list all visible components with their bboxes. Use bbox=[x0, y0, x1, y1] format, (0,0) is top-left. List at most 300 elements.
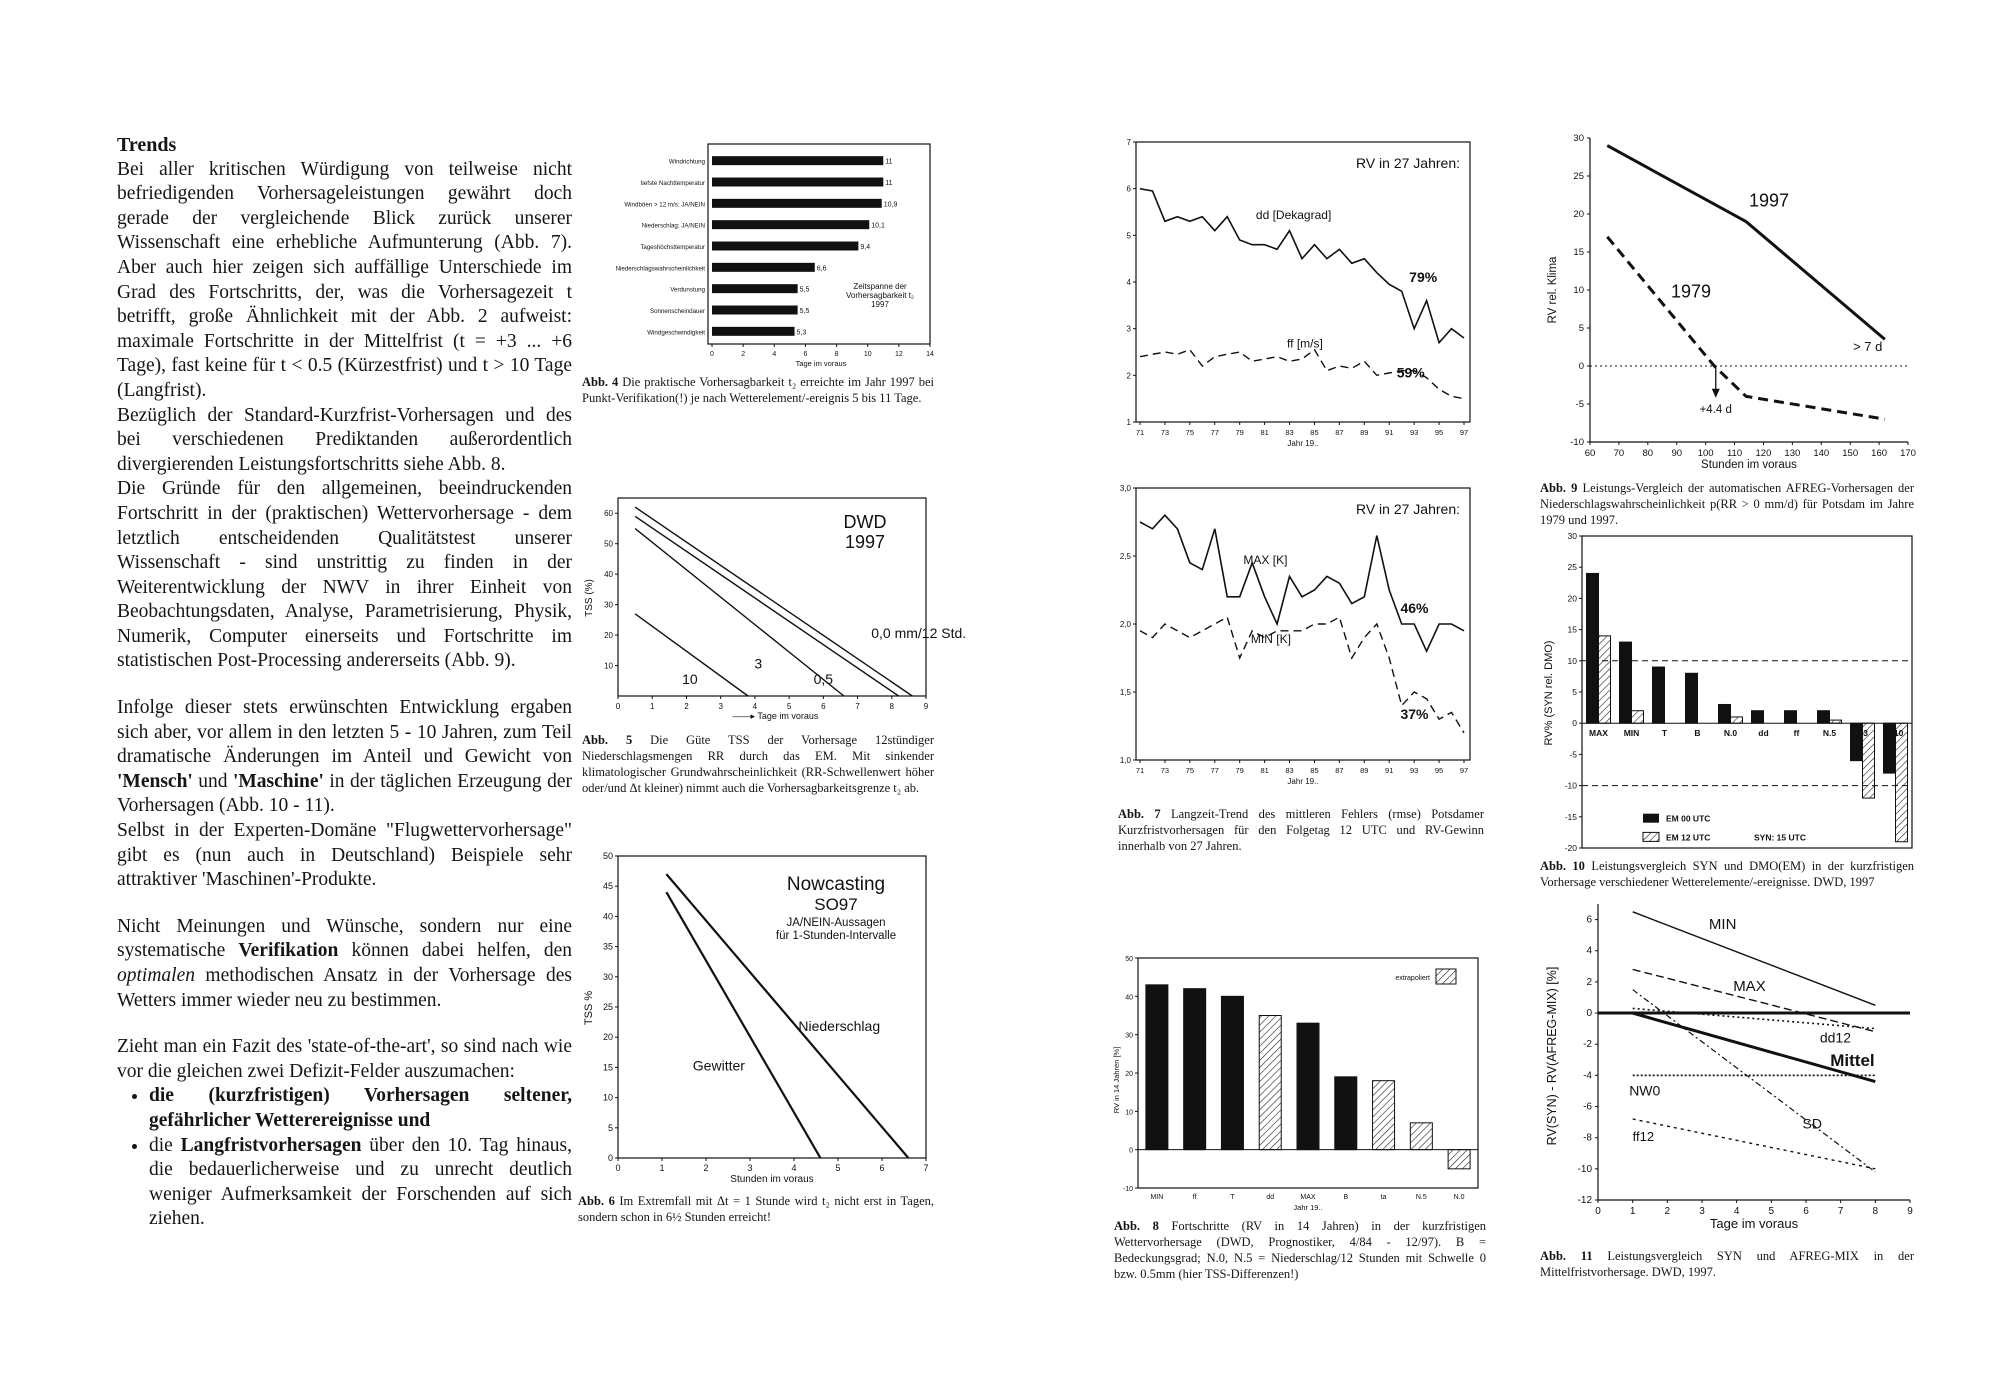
x-tick-label: 1 bbox=[1629, 1206, 1636, 1217]
text-run: die bbox=[149, 1134, 181, 1156]
x-tick-label: 0 bbox=[615, 702, 621, 711]
x-tick-label: 87 bbox=[1335, 428, 1344, 437]
chart-title: für 1-Stunden-Intervalle bbox=[775, 930, 897, 942]
bullet-item: • die (kurzfristigen) Vorhersagen seltener, gefährlicher Wetterereignisse und bbox=[149, 1084, 572, 1133]
y-tick-label: -20 bbox=[1564, 843, 1577, 853]
x-tick-label: 79 bbox=[1235, 766, 1244, 775]
chart-abb5 bbox=[578, 488, 967, 728]
x-tick-label: 8 bbox=[1872, 1206, 1879, 1217]
y-axis-label: RV% (SYN rel. DMO) bbox=[1543, 640, 1555, 746]
section-heading: Trends bbox=[117, 134, 177, 156]
y-tick-label: -4 bbox=[1583, 1070, 1592, 1082]
x-tick-label: 14 bbox=[926, 351, 934, 358]
text-italic: optimalen bbox=[117, 965, 195, 986]
y-tick-label: 4 bbox=[1586, 945, 1592, 957]
y-tick-label: 25 bbox=[602, 1002, 613, 1012]
y-tick-label: -10 bbox=[1122, 1186, 1133, 1193]
series-line bbox=[635, 529, 844, 697]
annotation: Zeitspanne der bbox=[853, 282, 907, 291]
chart-abb5-svg bbox=[578, 488, 967, 728]
y-tick-label: 0 bbox=[1572, 718, 1577, 729]
x-tick-label: 71 bbox=[1135, 428, 1145, 437]
x-tick-label: 7 bbox=[923, 1163, 929, 1173]
x-tick-label: 77 bbox=[1210, 428, 1219, 437]
x-tick-label: 83 bbox=[1285, 766, 1294, 775]
x-tick-label: 79 bbox=[1235, 428, 1244, 437]
x-tick-label: 3 bbox=[1699, 1206, 1705, 1217]
text-bold: 'Mensch' bbox=[117, 770, 193, 792]
y-tick-label: 0 bbox=[607, 1153, 613, 1163]
x-tick-label: 83 bbox=[1285, 428, 1294, 437]
x-tick-label: 73 bbox=[1160, 428, 1170, 437]
y-tick-label: 15 bbox=[1567, 624, 1577, 635]
x-tick-label: N10 bbox=[1887, 728, 1904, 739]
x-tick-label: 7 bbox=[1837, 1206, 1844, 1217]
bar bbox=[1632, 711, 1644, 723]
y-tick-label: 5 bbox=[1572, 687, 1577, 697]
bar-value-label: 11 bbox=[885, 158, 893, 166]
y-tick-label: -10 bbox=[1564, 780, 1577, 791]
chart-abb6-svg bbox=[578, 848, 936, 1186]
y-tick-label: -12 bbox=[1577, 1195, 1592, 1206]
x-tick-label: 1 bbox=[649, 702, 655, 711]
series-label: Mittel bbox=[1830, 1051, 1875, 1071]
x-tick-label: MAX bbox=[1300, 1194, 1316, 1201]
y-tick-label: 1,0 bbox=[1119, 756, 1131, 765]
x-tick-label: 12 bbox=[894, 351, 903, 358]
bar-category-label: Windrichtung bbox=[668, 158, 705, 166]
x-tick-label: 2 bbox=[703, 1163, 709, 1173]
series-percent: 59% bbox=[1396, 364, 1425, 381]
y-tick-label: -6 bbox=[1583, 1101, 1592, 1113]
main-text-column bbox=[117, 133, 572, 1232]
y-tick-label: 2,0 bbox=[1119, 620, 1131, 629]
x-tick-label: 80 bbox=[1642, 448, 1654, 459]
x-tick-label: N.5 bbox=[1415, 1194, 1427, 1201]
x-tick-label: dd bbox=[1266, 1194, 1275, 1201]
x-tick-label: ff bbox=[1793, 728, 1800, 739]
x-tick-label: 6 bbox=[803, 351, 808, 358]
caption-text: Leistungs-Vergleich der automatischen AFREG-Vorhersagen der Niederschlagswahrscheinlichkeit p(RR > 0 mm/d) für Potsdam im Jahre 1979 und 1997. bbox=[1540, 481, 1915, 527]
series-label: Niederschlag bbox=[798, 1018, 881, 1035]
x-tick-label: 85 bbox=[1310, 428, 1319, 437]
x-tick-label: MIN bbox=[1150, 1194, 1164, 1201]
caption-text: Leistungsvergleich SYN und DMO(EM) in der kurzfristigen Vorhersage verschiedener Wetterelemente/-ereignisse. DWD, 1997 bbox=[1540, 859, 1914, 889]
caption-label: Abb. 6 bbox=[578, 1194, 615, 1208]
x-tick-label: 93 bbox=[1409, 428, 1419, 437]
caption-text: Die praktische Vorhersagbarkeit t₂ erreichte im Jahr 1997 bei Punkt-Verifikation(!) je nach Wetterelement/-ereignis 5 bis 11 Tage. bbox=[582, 375, 935, 405]
y-tick-label: -2 bbox=[1583, 1039, 1592, 1051]
x-tick-label: 4 bbox=[1733, 1206, 1740, 1217]
x-tick-label: 60 bbox=[1584, 448, 1596, 459]
x-tick-label: MIN bbox=[1623, 728, 1640, 739]
caption-text: Langzeit-Trend des mittleren Fehlers (rmse) Potsdamer Kurzfristvorhersagen für den Folgetag 12 UTC und RV-Gewinn innerhalb von 27 Jahren. bbox=[1118, 807, 1484, 853]
x-tick-label: 91 bbox=[1385, 428, 1394, 437]
series-line bbox=[1633, 1008, 1876, 1028]
series-percent: 79% bbox=[1409, 269, 1438, 285]
y-tick-label: 50 bbox=[604, 539, 613, 549]
series-line bbox=[1607, 146, 1885, 340]
bar-category-label: Verdunstung bbox=[670, 286, 705, 294]
y-tick-label: -15 bbox=[1564, 811, 1577, 822]
y-tick-label: 0 bbox=[1129, 1147, 1133, 1155]
series-label: MAX bbox=[1733, 978, 1766, 996]
bar-category-label: Sonnenscheindauer bbox=[649, 308, 705, 315]
caption-text: Leistungsvergleich SYN und AFREG-MIX in der Mittelfristvorhersage. DWD, 1997. bbox=[1540, 1249, 1914, 1279]
x-tick-label: ff bbox=[1192, 1194, 1197, 1201]
y-tick-label: 20 bbox=[604, 631, 613, 641]
x-tick-label: 6 bbox=[821, 702, 826, 711]
series-percent: 37% bbox=[1400, 706, 1429, 723]
series-label: 0,0 mm/12 Std. bbox=[871, 625, 967, 642]
x-tick-label: 71 bbox=[1135, 766, 1145, 775]
y-axis-label: RV in 14 Jahren [%] bbox=[1112, 1046, 1121, 1114]
y-tick-label: 20 bbox=[1573, 209, 1584, 220]
chart-title: RV in 27 Jahren: bbox=[1355, 155, 1460, 171]
x-tick-label: 130 bbox=[1784, 448, 1801, 459]
y-tick-label: 5 bbox=[607, 1122, 613, 1133]
legend-swatch bbox=[1643, 832, 1659, 841]
y-tick-label: 10 bbox=[1125, 1109, 1133, 1117]
x-axis-label: Tage im voraus bbox=[1709, 1216, 1799, 1231]
x-tick-label: 8 bbox=[834, 351, 839, 358]
caption-abb4 bbox=[582, 374, 934, 406]
chart-title: SO97 bbox=[814, 895, 858, 914]
x-tick-label: N.5 bbox=[1822, 728, 1837, 739]
bar bbox=[1221, 996, 1243, 1149]
text-bold: Verifikation bbox=[238, 940, 339, 962]
x-tick-label: 81 bbox=[1260, 766, 1269, 775]
bar bbox=[1686, 673, 1698, 723]
bar-category-label: Niederschlagswahrscheinlichkeit bbox=[615, 265, 705, 273]
chart-title: Nowcasting bbox=[786, 874, 886, 895]
x-tick-label: 97 bbox=[1459, 766, 1469, 775]
y-tick-label: -10 bbox=[1577, 1163, 1592, 1175]
x-tick-label: 93 bbox=[1409, 766, 1419, 775]
y-tick-label: 0 bbox=[1586, 1008, 1592, 1020]
chart-abb7-bottom-svg bbox=[1108, 480, 1488, 798]
x-axis-label: Jahr 19.. bbox=[1293, 1203, 1323, 1212]
caption-abb5 bbox=[582, 732, 934, 796]
y-tick-label: -8 bbox=[1583, 1132, 1592, 1144]
y-tick-label: 20 bbox=[602, 1032, 613, 1043]
y-tick-label: -5 bbox=[1569, 749, 1577, 760]
chart-abb9-svg bbox=[1538, 130, 1918, 475]
series-label: 1979 bbox=[1670, 281, 1711, 302]
y-tick-label: 25 bbox=[1573, 171, 1584, 182]
series-label: dd [Dekagrad] bbox=[1255, 208, 1332, 222]
bar-value-label: 10,9 bbox=[883, 201, 898, 209]
y-tick-label: 30 bbox=[1567, 531, 1577, 541]
x-tick-label: 95 bbox=[1434, 766, 1444, 775]
x-axis-label: ——▸ Tage im voraus bbox=[732, 711, 819, 721]
y-tick-label: 15 bbox=[1573, 247, 1584, 258]
bar bbox=[1719, 704, 1731, 723]
bar bbox=[712, 199, 882, 208]
series-label: MIN bbox=[1708, 915, 1737, 933]
paragraph bbox=[117, 915, 572, 1013]
y-tick-label: 5 bbox=[1126, 231, 1131, 241]
x-axis-label: Stunden im voraus bbox=[730, 1174, 814, 1185]
bar bbox=[1259, 1016, 1281, 1150]
bar bbox=[1146, 985, 1168, 1150]
series-line bbox=[1607, 237, 1885, 419]
y-tick-label: 20 bbox=[1125, 1071, 1133, 1078]
x-tick-label: 7 bbox=[855, 702, 860, 711]
bar bbox=[1335, 1077, 1357, 1150]
caption-text: Fortschritte (RV in 14 Jahren) in der kurzfristigen Wettervorhersage (DWD, Prognostiker, 4/84 - 12/97). B = Bedeckungsgrad; N.0, N.5 = Niederschlag/12 Stunden mit Schwelle 0 bzw. 0.5mm (hier TSS-Differenzen!) bbox=[1114, 1219, 1486, 1281]
bar-category-label: Tageshöchsttemperatur bbox=[640, 244, 705, 251]
x-axis-label: Jahr 19.. bbox=[1287, 777, 1319, 786]
y-tick-label: 3 bbox=[1126, 324, 1131, 334]
x-tick-label: 1 bbox=[659, 1163, 665, 1173]
x-tick-label: 2 bbox=[684, 702, 689, 711]
text-bold: Langfristvorhersagen bbox=[180, 1134, 362, 1156]
y-tick-label: 30 bbox=[602, 971, 613, 982]
x-tick-label: 5 bbox=[835, 1163, 841, 1173]
x-tick-label: MAX bbox=[1589, 728, 1608, 739]
x-tick-label: 0 bbox=[1595, 1206, 1601, 1217]
annotation: +4.4 d bbox=[1699, 404, 1732, 417]
bar bbox=[712, 327, 795, 336]
chart-abb9 bbox=[1538, 130, 1918, 475]
series-line bbox=[1140, 515, 1464, 651]
bar bbox=[1448, 1150, 1470, 1169]
y-tick-label: -5 bbox=[1575, 399, 1584, 410]
paragraph: Selbst in der Experten-Domäne "Flugwettervorhersage" gibt es (nun auch in Deutschland) Beispiele sehr attraktiver 'Maschinen'-Produkte. bbox=[117, 820, 572, 891]
legend-swatch bbox=[1643, 814, 1659, 823]
caption-text: Die Güte TSS der Vorhersage 12stündiger Niederschlagsmengen RR durch das EM. Mit sinkender klimatologischer Grundwahrscheinlichkeit (RR-Schwellenwert höher oder/und Δt kleiner) nimmt auch die Vorhersagbarkeitsgrenze t₂ ab. bbox=[582, 733, 935, 795]
x-tick-label: B bbox=[1343, 1194, 1349, 1201]
text-run: über den 10. Tag hinaus, die bedauerlicherweise und zu unrecht deutlich weniger Aufmerksamkeit der Forschenden auf sich ziehen. bbox=[149, 1134, 572, 1230]
series-label: Gewitter bbox=[692, 1057, 745, 1074]
bar bbox=[1752, 711, 1764, 723]
y-axis-label: TSS % bbox=[583, 990, 595, 1026]
y-tick-label: 0 bbox=[1578, 361, 1584, 372]
y-tick-label: 45 bbox=[602, 881, 613, 892]
bullet-item bbox=[149, 1134, 572, 1232]
y-tick-label: 10 bbox=[604, 661, 613, 671]
bar bbox=[1599, 636, 1611, 723]
bar bbox=[712, 284, 798, 293]
x-tick-label: B bbox=[1694, 728, 1701, 739]
caption-label: Abb. 11 bbox=[1540, 1249, 1593, 1263]
x-tick-label: N.0 bbox=[1723, 728, 1738, 739]
bar bbox=[1830, 720, 1842, 723]
series-percent: 46% bbox=[1400, 600, 1429, 617]
caption-label: Abb. 10 bbox=[1540, 859, 1585, 873]
y-tick-label: 40 bbox=[602, 911, 613, 922]
bar-category-label: Windgeschwindigkeit bbox=[647, 329, 705, 337]
x-tick-label: ta bbox=[1380, 1194, 1387, 1201]
y-axis-label: RV(SYN) - RV(AFREG-MIX) [%] bbox=[1545, 966, 1559, 1146]
bar bbox=[712, 242, 858, 251]
legend-swatch bbox=[1436, 969, 1456, 984]
bar bbox=[1785, 711, 1797, 723]
y-tick-label: 15 bbox=[602, 1062, 613, 1073]
series-label: ff [m/s] bbox=[1287, 336, 1323, 351]
y-tick-label: 6 bbox=[1586, 914, 1592, 926]
chart-abb4 bbox=[580, 138, 936, 370]
y-tick-label: 6 bbox=[1126, 184, 1131, 194]
chart-abb10 bbox=[1538, 528, 1918, 858]
x-axis-label: Stunden im voraus bbox=[1701, 459, 1797, 471]
bar bbox=[1587, 573, 1599, 723]
x-tick-label: dd bbox=[1758, 728, 1769, 739]
bar bbox=[1184, 989, 1206, 1150]
y-tick-label: 10 bbox=[1573, 285, 1584, 296]
x-tick-label: 90 bbox=[1671, 448, 1683, 459]
y-tick-label: 20 bbox=[1567, 593, 1577, 604]
bar-value-label: 11 bbox=[885, 180, 893, 187]
caption-abb6 bbox=[578, 1193, 934, 1225]
chart-title: DWD bbox=[843, 512, 887, 532]
caption-label: Abb. 5 bbox=[582, 733, 633, 747]
series-label: 0,5 bbox=[813, 670, 834, 687]
y-tick-label: 50 bbox=[602, 851, 613, 861]
plot-frame bbox=[618, 856, 926, 1158]
y-tick-label: 30 bbox=[604, 600, 613, 610]
chart-abb7-top bbox=[1108, 134, 1488, 460]
x-tick-label: 9 bbox=[923, 702, 929, 711]
x-tick-label: 110 bbox=[1726, 448, 1743, 459]
bar-category-label: Niederschlag: JA/NEIN bbox=[641, 222, 705, 230]
x-tick-label: 6 bbox=[879, 1163, 885, 1173]
x-tick-label: 75 bbox=[1185, 766, 1195, 775]
x-tick-label: 160 bbox=[1871, 448, 1888, 459]
series-line bbox=[1633, 1013, 1876, 1082]
caption-label: Abb. 7 bbox=[1118, 807, 1161, 821]
x-tick-label: 73 bbox=[1160, 766, 1170, 775]
series-label: MAX [K] bbox=[1243, 553, 1288, 568]
y-tick-label: 2,5 bbox=[1119, 552, 1131, 561]
caption-abb9 bbox=[1540, 480, 1914, 528]
bar-value-label: 5,3 bbox=[796, 329, 807, 337]
y-tick-label: 35 bbox=[602, 941, 613, 952]
x-tick-label: 140 bbox=[1813, 448, 1830, 459]
chart-abb4-svg bbox=[580, 138, 936, 370]
x-tick-label: 89 bbox=[1360, 766, 1369, 775]
y-tick-label: 5 bbox=[1578, 323, 1584, 334]
y-axis-label: RV rel. Klima bbox=[1547, 256, 1559, 324]
x-tick-label: 4 bbox=[772, 351, 777, 358]
legend-label: EM 00 UTC bbox=[1666, 813, 1711, 824]
bar-category-label: Windböen > 12 m/s: JA/NEIN bbox=[624, 201, 705, 209]
caption-label: Abb. 9 bbox=[1540, 481, 1578, 495]
x-tick-label: N.0 bbox=[1453, 1194, 1465, 1201]
x-tick-label: 2 bbox=[741, 351, 746, 358]
series-label: MIN [K] bbox=[1250, 632, 1291, 647]
x-tick-label: 95 bbox=[1434, 428, 1444, 437]
series-line bbox=[1633, 990, 1876, 1172]
chart-abb7-bottom bbox=[1108, 480, 1488, 798]
y-tick-label: 30 bbox=[1573, 133, 1584, 144]
bar-value-label: 5,5 bbox=[799, 286, 810, 294]
x-tick-label: 0 bbox=[615, 1163, 621, 1173]
x-tick-label: 91 bbox=[1385, 766, 1394, 775]
x-tick-label: 9 bbox=[1907, 1206, 1913, 1217]
text-run: in der täglichen Erzeugung der Vorhersagen (Abb. 10 - 11). bbox=[117, 770, 572, 817]
legend-label: EM 12 UTC bbox=[1666, 832, 1711, 843]
chart-abb11-svg bbox=[1538, 896, 1918, 1241]
y-tick-label: 10 bbox=[1567, 655, 1577, 666]
bar bbox=[1373, 1081, 1395, 1150]
y-tick-label: -10 bbox=[1570, 437, 1584, 448]
text-run: Infolge dieser stets erwünschten Entwicklung ergaben sich aber, vor allem in den letzten 5 - 10 Jahren, zum Teil dramatische Änderungen im Anteil und Gewicht von bbox=[117, 697, 572, 768]
x-tick-label: 97 bbox=[1459, 428, 1469, 437]
chart-abb8-svg bbox=[1108, 950, 1488, 1222]
bar-value-label: 6,6 bbox=[816, 265, 827, 273]
caption-abb11 bbox=[1540, 1248, 1914, 1280]
bullet-list bbox=[117, 1084, 572, 1232]
x-tick-label: 4 bbox=[791, 1163, 797, 1173]
bar bbox=[1297, 1023, 1319, 1149]
y-tick-label: 1 bbox=[1126, 418, 1131, 427]
x-tick-label: 81 bbox=[1260, 428, 1269, 437]
y-tick-label: 4 bbox=[1126, 278, 1131, 287]
x-tick-label: 10 bbox=[863, 351, 872, 358]
x-tick-label: 5 bbox=[786, 702, 792, 711]
x-tick-label: 170 bbox=[1900, 448, 1916, 459]
chart-title: JA/NEIN-Aussagen bbox=[786, 917, 886, 929]
y-tick-label: 7 bbox=[1126, 138, 1131, 147]
x-tick-label: 87 bbox=[1335, 766, 1344, 775]
y-tick-label: 10 bbox=[602, 1092, 613, 1103]
chart-title: 1997 bbox=[844, 532, 886, 552]
chart-abb8 bbox=[1108, 950, 1488, 1222]
bar bbox=[1410, 1123, 1432, 1150]
y-tick-label: 30 bbox=[1125, 1032, 1133, 1040]
annotation: Vorhersagbarkeit t₂ bbox=[845, 291, 915, 300]
x-tick-label: 3 bbox=[718, 702, 723, 711]
x-tick-label: 4 bbox=[752, 702, 758, 711]
y-tick-label: 2 bbox=[1126, 371, 1131, 381]
caption-text: Im Extremfall mit Δt = 1 Stunde wird t₂ nicht erst in Tagen, sondern schon in 6½ Stunden erreicht! bbox=[578, 1194, 934, 1224]
caption-label: Abb. 8 bbox=[1114, 1219, 1159, 1233]
x-axis-label: Tage im voraus bbox=[795, 359, 847, 368]
x-tick-label: 0 bbox=[710, 351, 714, 358]
x-tick-label: 6 bbox=[1803, 1206, 1809, 1217]
series-label: 3 bbox=[754, 655, 763, 672]
x-tick-label: 150 bbox=[1842, 448, 1859, 459]
chart-abb6 bbox=[578, 848, 936, 1186]
x-axis-label: Jahr 19.. bbox=[1287, 439, 1319, 448]
bar-value-label: 5,5 bbox=[799, 308, 810, 315]
y-tick-label: 25 bbox=[1567, 562, 1577, 573]
chart-abb11 bbox=[1538, 896, 1918, 1241]
series-label: 10 bbox=[682, 670, 698, 687]
x-tick-label: 89 bbox=[1360, 428, 1369, 437]
series-line bbox=[1633, 1119, 1876, 1169]
bar bbox=[712, 220, 869, 229]
bar bbox=[1731, 717, 1743, 723]
bar bbox=[1653, 667, 1665, 723]
text-run: methodischen Ansatz in der Vorhersage des Wetters immer wieder neu zu bestimmen. bbox=[117, 965, 572, 1011]
x-tick-label: 3 bbox=[747, 1163, 753, 1173]
caption-label: Abb. 4 bbox=[582, 375, 619, 389]
y-tick-label: 50 bbox=[1125, 956, 1133, 963]
bar-category-label: tiefste Nachttemperatur bbox=[640, 180, 705, 187]
caption-abb10 bbox=[1540, 858, 1914, 890]
chart-title: RV in 27 Jahren: bbox=[1355, 501, 1460, 517]
x-tick-label: T bbox=[1661, 728, 1668, 739]
paragraph: Die Gründe für den allgemeinen, beeindruckenden Fortschritt in der (praktischen) Wettervorhersage - dem letztlich entscheidenden Qualitätstest unserer Wissenschaft - sind unstrittig zu finden in der Weiterentwicklung der NWV in ihrer Einheit von Beobachtungsdaten, Analyse, Parametrisierung, Physik, Numerik, Computer einerseits und Fortschritte im statistischen Post-Processing andererseits (Abb. 9). bbox=[117, 478, 572, 672]
y-tick-label: 40 bbox=[1125, 994, 1133, 1002]
bar bbox=[712, 306, 798, 315]
bar bbox=[1620, 642, 1632, 723]
y-tick-label: 1,5 bbox=[1119, 688, 1131, 697]
text-run: und bbox=[192, 770, 233, 792]
